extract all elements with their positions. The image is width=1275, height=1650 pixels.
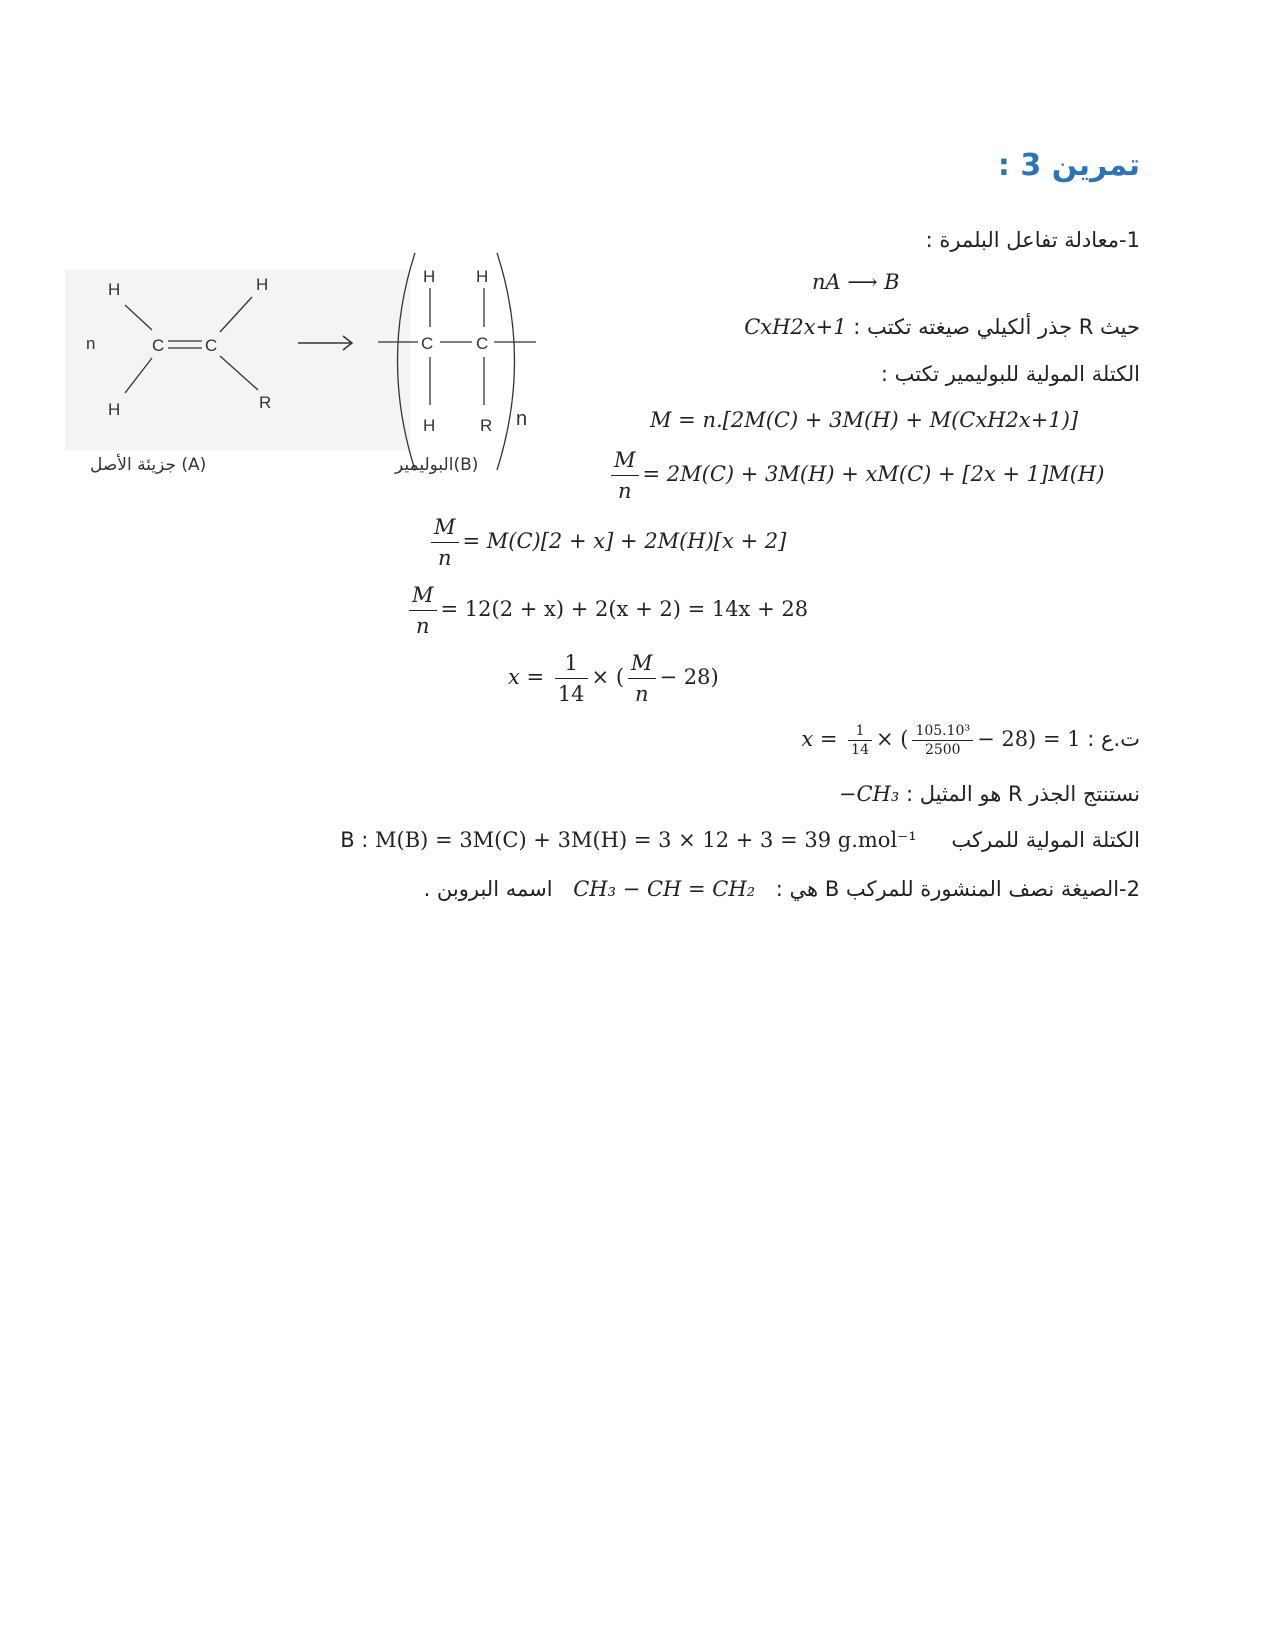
equation-mn-3 — [405, 580, 808, 641]
equation-polymer-mass: M = n.[2M(C) + 3M(H) + M(CxH2x+1)] — [650, 408, 1079, 432]
monomer-atom-h-bottom-left: H — [108, 400, 121, 419]
molar-mass-text: الكتلة المولية للبوليمير تكتب : — [880, 362, 1140, 386]
numeric-end: − 28) — [977, 727, 1037, 751]
question-2-line — [424, 877, 1140, 901]
fraction-m-over-n — [611, 445, 639, 506]
fraction-one-over-fourteen-small — [848, 722, 872, 759]
numeric-equation: x = $\frac{1}{14}$ × ( $\frac{\text{105.10³}}{2500}$ − 28) = 1 — [801, 723, 1081, 758]
fraction-denominator: n — [437, 546, 452, 570]
fraction-denominator: 14 — [557, 682, 585, 706]
fraction-denominator: n — [635, 682, 649, 706]
monomer-structure — [86, 275, 271, 475]
polymer-subscript-n: n — [516, 408, 528, 430]
fraction-numeric — [912, 722, 973, 759]
monomer-coefficient-n: n — [86, 334, 96, 353]
molar-mass-b-line — [340, 828, 1140, 852]
equation-x-mid: × ( — [591, 665, 625, 689]
fraction-m-over-n — [431, 512, 459, 573]
bond — [125, 358, 152, 393]
fraction-numerator: 1 — [848, 722, 872, 741]
bond — [220, 297, 252, 332]
fraction-denominator: 2500 — [924, 742, 961, 758]
right-parenthesis — [497, 253, 515, 470]
conclusion-formula: −CH₃ — [838, 782, 900, 806]
polymer-atom-h-bottom: H — [423, 416, 436, 435]
reaction-arrow-icon — [298, 336, 352, 350]
polymer-atom-h-top-left: H — [423, 267, 436, 286]
exercise-title: تمرين 3 : — [997, 148, 1140, 183]
numeric-label: ت.ع : — [1087, 727, 1140, 751]
equation-x-lhs: x = — [508, 665, 545, 689]
molar-mass-b-text: الكتلة المولية للمركب B : — [340, 828, 1140, 852]
numeric-mid: × ( — [875, 727, 909, 751]
radical-text: حيث R جذر ألكيلي صيغته تكتب : — [853, 315, 1140, 339]
fraction-denominator: 14 — [851, 742, 869, 758]
polymerization-diagram — [0, 0, 600, 500]
fraction-numerator: 1 — [555, 648, 588, 679]
equation-x-end: − 28) — [659, 665, 719, 689]
propene-formula: CH₃ − CH = CH₂ — [573, 877, 756, 901]
equation-mn-2-rhs: = M(C)[2 + x] + 2M(H)[x + 2] — [462, 529, 787, 553]
fraction-denominator: n — [617, 479, 632, 503]
bond — [125, 305, 152, 330]
monomer-atom-h-top-left: H — [108, 280, 121, 299]
fraction-denominator: n — [415, 614, 430, 638]
monomer-caption: جزيئة الأصل (A) — [90, 455, 207, 475]
conclusion-line — [839, 782, 1140, 806]
monomer-atom-c-right: C — [205, 336, 218, 355]
polymer-atom-c-right: C — [476, 334, 489, 353]
radical-line — [744, 315, 1140, 339]
equation-mn-1 — [607, 445, 1104, 506]
fraction-m-over-n — [409, 580, 437, 641]
numeric-application — [801, 722, 1140, 759]
left-parenthesis — [398, 253, 416, 470]
fraction-numerator: M — [628, 648, 656, 679]
monomer-atom-r: R — [259, 393, 272, 412]
polymer-caption: البوليمير(B) — [395, 455, 479, 475]
monomer-atom-h-top-right: H — [256, 275, 269, 294]
fraction-one-over-fourteen — [555, 648, 588, 709]
question-2-text: 2-الصيغة نصف المنشورة للمركب B هي : — [775, 877, 1140, 901]
bond — [220, 356, 258, 390]
equation-x — [508, 648, 719, 709]
reaction-equation: nA ⟶ B — [812, 270, 900, 294]
equation-mn-3-rhs: = 12(2 + x) + 2(x + 2) = 14x + 28 — [440, 597, 809, 621]
monomer-atom-c-left: C — [152, 336, 165, 355]
equation-mn-2 — [427, 512, 786, 573]
fraction-numerator: M — [409, 580, 437, 611]
equation-mn-1-rhs: = 2M(C) + 3M(H) + xM(C) + [2x + 1]M(H) — [642, 462, 1105, 486]
radical-formula: CxH2x+1 — [744, 315, 847, 339]
fraction-numerator: 105.10³ — [912, 722, 973, 741]
numeric-result: = 1 — [1042, 727, 1081, 751]
polymer-atom-c-left: C — [421, 334, 434, 353]
fraction-numerator: M — [611, 445, 639, 476]
polymer-atom-r: R — [480, 416, 493, 435]
question-1-heading: 1-معادلة تفاعل البلمرة : — [925, 228, 1140, 252]
polymer-atom-h-top-right: H — [476, 267, 489, 286]
molar-mass-b-equation: M(B) = 3M(C) + 3M(H) = 3 × 12 + 3 = 39 g.mol⁻¹ — [375, 828, 917, 852]
conclusion-text: نستنتج الجذر R هو المثيل : — [905, 782, 1140, 806]
fraction-m-over-n — [628, 648, 656, 709]
fraction-numerator: M — [431, 512, 459, 543]
propene-name: اسمه البروبن . — [423, 877, 553, 901]
polymer-structure — [378, 253, 536, 475]
